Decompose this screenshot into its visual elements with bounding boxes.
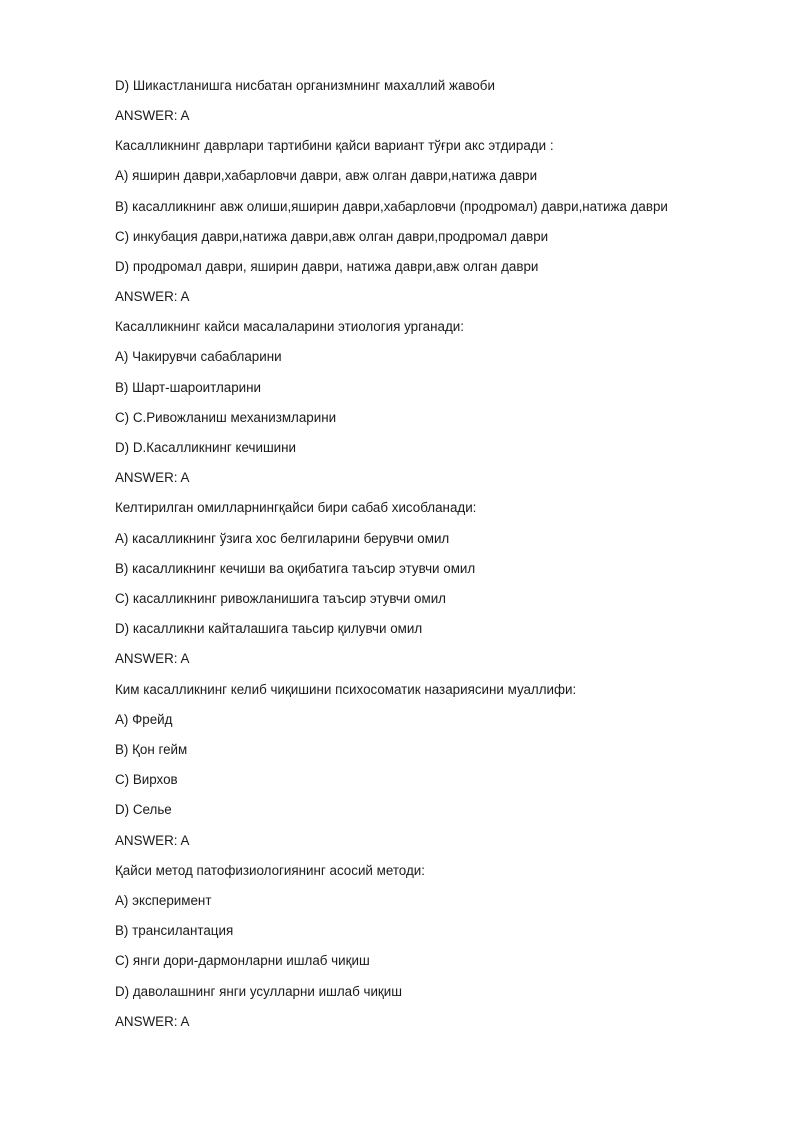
question-text: Касалликнинг кайси масалаларини этиология урганади: bbox=[115, 319, 464, 334]
answer-text: ANSWER: A bbox=[115, 833, 190, 848]
option-d-text: D) даволашнинг янги усулларни ишлаб чиқиш bbox=[115, 984, 403, 999]
option-a-text: A) эксперимент bbox=[115, 893, 212, 908]
question-text: Келтирилган омилларнингқайси бири сабаб хисобланади: bbox=[115, 500, 477, 515]
answer-text: ANSWER: A bbox=[115, 289, 190, 304]
option-c-text: C) С.Ривожланиш механизмларини bbox=[115, 410, 337, 425]
option-c-text: C) янги дори-дармонларни ишлаб чиқиш bbox=[115, 953, 370, 968]
option-a-text: A) Фрейд bbox=[115, 712, 173, 727]
option-d-text: D) Шикастланишга нисбатан организмнинг махаллий жавоби bbox=[115, 78, 495, 93]
option-b-text: B) трансилантация bbox=[115, 923, 234, 938]
option-b-text: B) касалликнинг авж олиши,яширин даври,хабарловчи (продромал) даври,натижа даври bbox=[115, 199, 668, 214]
option-b-text: B) Қон гейм bbox=[115, 742, 188, 757]
option-b-text: B) Шарт-шароитларини bbox=[115, 380, 262, 395]
question-text: Қайси метод патофизиологиянинг асосий методи: bbox=[115, 863, 425, 878]
answer-text: ANSWER: A bbox=[115, 470, 190, 485]
option-d-text: D) продромал даври, яширин даври, натижа даври,авж олган даври bbox=[115, 259, 539, 274]
option-c-text: C) касалликнинг ривожланишига таъсир этувчи омил bbox=[115, 591, 446, 606]
option-d-text: D) Селье bbox=[115, 802, 172, 817]
answer-text: ANSWER: A bbox=[115, 108, 190, 123]
option-a-text: A) Чакирувчи сабабларини bbox=[115, 349, 282, 364]
answer-text: ANSWER: A bbox=[115, 651, 190, 666]
option-c-text: C) Вирхов bbox=[115, 772, 178, 787]
answer-text: ANSWER: A bbox=[115, 1014, 190, 1029]
option-d-text: D) D.Касалликнинг кечишини bbox=[115, 440, 297, 455]
question-text: Касалликнинг даврлари тартибини қайси вариант тўғри акс этдиради : bbox=[115, 138, 554, 153]
question-text: Ким касалликнинг келиб чиқишини психосоматик назариясини муаллифи: bbox=[115, 682, 577, 697]
option-c-text: C) инкубация даври,натижа даври,авж олган даври,продромал даври bbox=[115, 229, 549, 244]
option-b-text: B) касалликнинг кечиши ва оқибатига таъсир этувчи омил bbox=[115, 561, 476, 576]
option-a-text: A) касалликнинг ўзига хос белгиларини берувчи омил bbox=[115, 531, 450, 546]
option-a-text: A) яширин даври,хабарловчи даври, авж олган даври,натижа даври bbox=[115, 168, 538, 183]
option-d-text: D) касалликни кайталашига таьсир қилувчи омил bbox=[115, 621, 423, 636]
